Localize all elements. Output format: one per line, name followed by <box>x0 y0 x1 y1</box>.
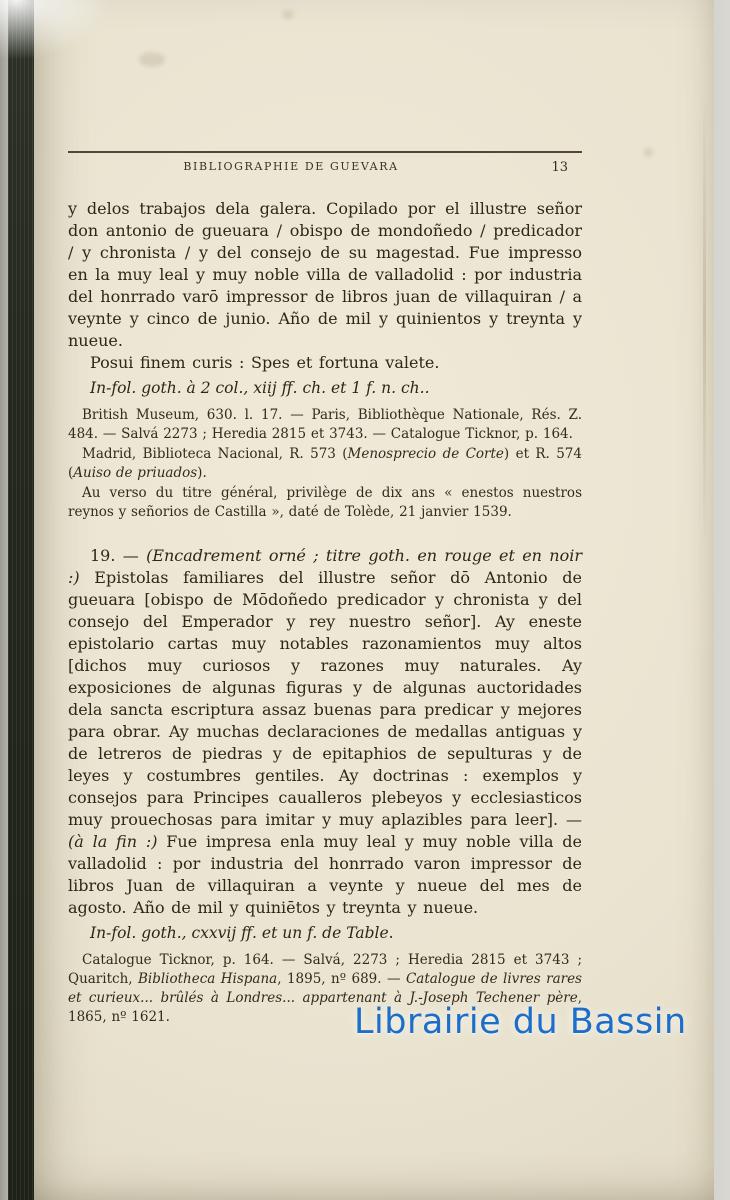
ref-title-italic: Bibliotheca Hispana <box>137 970 278 987</box>
ref-title-italic: Auiso de priuados <box>73 464 198 481</box>
entry19-colophon: Fue impresa enla muy leal y muy noble villa de valladolid : por industria del honrrado varon impressor de libros Juan de villaquiran a veynte y nueue del mes de agosto. Año de mil y quiniētos y treynta y nueue. <box>68 831 583 917</box>
page-text-block <box>68 0 582 1027</box>
entry19-description <box>68 545 582 919</box>
entry18-reference-line-3: Au verso du titre général, privilège de dix ans « enestos nuestros reynos y señorios de Castilla », daté de Tolède, 21 janvier 1539. <box>68 484 582 520</box>
ref-title-italic: Menosprecio de Corte <box>347 445 504 462</box>
ref-text: , 1865, nº 1621. <box>68 989 582 1025</box>
ref-text: Catalogue Ticknor, p. 164. — Salvá, 2273 ; Heredia 2815 et 3743 ; Quaritch, <box>68 951 582 987</box>
entry19-fin-italic: (à la fin :) <box>68 831 158 851</box>
book-fore-edge <box>8 0 34 1200</box>
paper-stain <box>644 148 653 157</box>
running-head-rule <box>68 151 582 153</box>
ref-text: , 1895, nº 689. — <box>277 970 406 987</box>
entry18-continuation-text: y delos trabajos dela galera. Copilado por el illustre señor don antonio de gueuara / obispo de mondoñedo / predicador / y chronista / y del consejo de su magestad. Fue impresso en la muy leal y muy noble villa de valladolid : por industria del honrrado varō impressor de libros juan de villaquiran / a veynte y cinco de junio. Año de mil y quinientos y treynta y nueue. <box>68 198 582 350</box>
entry18-references <box>68 406 582 522</box>
entry19-note-italic: (Encadrement orné ; titre goth. en rouge et en noir :) <box>68 545 582 587</box>
running-head <box>68 160 582 177</box>
ref-text: Madrid, Biblioteca Nacional, R. 573 ( <box>82 445 348 462</box>
entry18-reference-line-2 <box>68 445 582 483</box>
running-head-title: BIBLIOGRAPHIE DE GUEVARA <box>183 159 399 173</box>
page-edge-crease <box>703 90 706 550</box>
entry18-colophon-line: Posui finem curis : Spes et fortuna valete. <box>90 352 440 372</box>
book-page <box>34 0 714 1200</box>
entry18-reference-line-1: British Museum, 630. l. 17. — Paris, Bibliothèque Nationale, Rés. Z. 484. — Salvá 2273 ; Heredia 2815 et 3743. — Catalogue Ticknor, p. 164. <box>68 406 582 442</box>
page-number: 13 <box>551 159 568 175</box>
ref-title-italic: Catalogue de livres rares et curieux... brûlés à Londres... appartenant à J.-Joseph Techener père <box>68 970 582 1006</box>
entry19-number: 19. — <box>90 545 147 565</box>
bookseller-watermark: Librairie du Bassin <box>354 1002 687 1042</box>
entry19-collation-note: In-fol. goth., cxxvij ff. et un f. de Table. <box>90 923 394 942</box>
ref-text: ). <box>197 464 207 481</box>
entry19-transcription: Epistolas familiares del illustre señor dō Antonio de gueuara [obispo de Mōdoñedo predicador y chronista y del consejo del Emperador y rey nuestro señor]. Ay eneste epistolario cartas muy notables razonamientos muy altos [dichos muy curiosos y razones muy naturales. Ay exposiciones de algunas figuras y de algunas auctoridades dela sancta escriptura assaz buenas para predicar y mejores para obrar. Ay muchas declaraciones de medallas antiguas y de letreros de piedras y de epitaphios de sepulturas y de leyes y costumbres gentiles. Ay doctrinas : exemplos y consejos para Principes caualleros plebeyos y ecclesiasticos muy prouechosas para imitar y muy aplazibles para leer]. — <box>68 567 582 829</box>
entry18-collation-note: In-fol. goth. à 2 col., xiij ff. ch. et 1 f. n. ch.. <box>90 378 430 397</box>
ref-text: ) et R. 574 ( <box>68 445 582 481</box>
